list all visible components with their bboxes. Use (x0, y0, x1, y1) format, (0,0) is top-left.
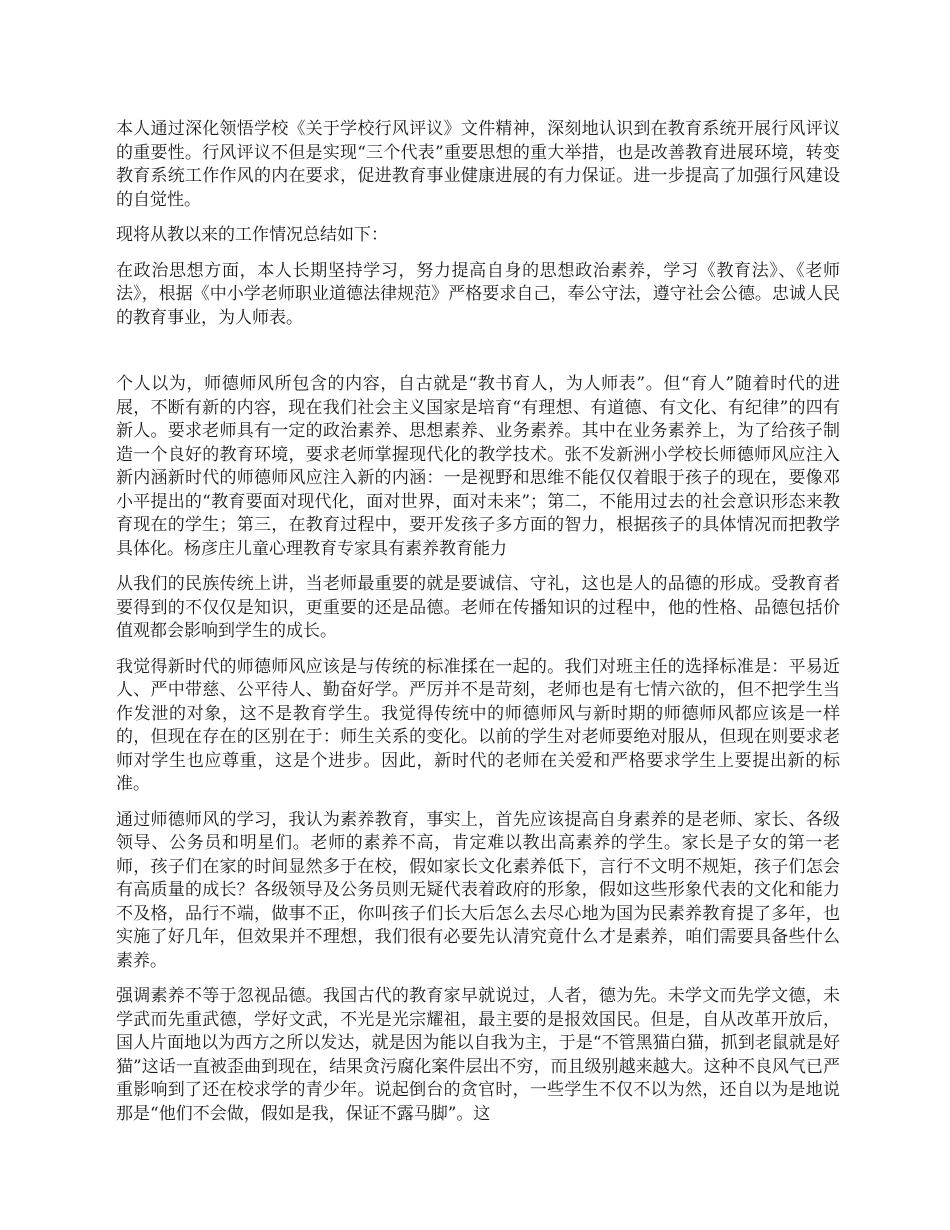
paragraph-morality-emphasis: 强调素养不等于忽视品德。我国古代的教育家早就说过，人者，德为先。未学文而先学文德，未学武而先重武德，学好文武，不光是光宗耀祖，最主要的是报效国民。但是，自从改革开放后，国人片面地以为西方之所以发达，就是因为能以自我为主，于是“不管黑猫白猫，抓到老鼠就是好猫”这话一直被歪曲到现在，结果贪污腐化案件层出不穷，而且级别越来越大。这种不良风气已严重影响到了还在校求学的青少年。说起倒台的贪官时，一些学生不仅不以为然，还自以为是地说那是“他们不会做，假如是我，保证不露马脚”。这 (116, 986, 840, 1124)
paragraph-new-era-standards: 我觉得新时代的师德师风应该是与传统的标准揉在一起的。我们对班主任的选择标准是：平易近人、严中带慈、公平待人、勤奋好学。严厉并不是苛刻，老师也是有七情六欲的，但不把学生当作发泄的对象，这不是教育学生。我觉得传统中的师德师风与新时期的师德师风都应该是一样的，但现在存在的区别在于：师生关系的变化。以前的学生对老师要绝对服从，但现在则要求老师对学生也应尊重，这是个进步。因此，新时代的老师在关爱和严格要求学生上要提出新的标准。 (116, 656, 840, 794)
paragraph-national-tradition: 从我们的民族传统上讲，当老师最重要的就是要诚信、守礼，这也是人的品德的形成。受教育者要得到的不仅仅是知识，更重要的还是品德。老师在传播知识的过程中，他的性格、品德包括价值观都会影响到学生的成长。 (116, 574, 840, 641)
paragraph-intro: 本人通过深化领悟学校《关于学校行风评议》文件精神，深刻地认识到在教育系统开展行风评议的重要性。行风评议不但是实现“三个代表”重要思想的重大举措，也是改善教育进展环境，转变教育系统工作作风的内在要求，促进教育事业健康进展的有力保证。进一步提高了加强行风建设的自觉性。 (116, 119, 840, 210)
paragraph-gap (116, 342, 840, 373)
paragraph-quality-education: 通过师德师风的学习，我认为素养教育，事实上，首先应该提高自身素养的是老师、家长、各级领导、公务员和明星们。老师的素养不高，肯定难以教出高素养的学生。家长是子女的第一老师，孩子们在家的时间显然多于在校，假如家长文化素养低下，言行不文明不规矩，孩子们怎会有高质量的成长？各级领导及公务员则无疑代表着政府的形象，假如这些形象代表的文化和能力不及格，品行不端，做事不正，你叫孩子们长大后怎么去尽心地为国为民素养教育提了多年，也实施了好几年，但效果并不理想，我们很有必要先认清究竟什么才是素养，咱们需要具备些什么素养。 (116, 809, 840, 971)
document-body (116, 118, 840, 1138)
paragraph-summary-lead: 现将从教以来的工作情况总结如下： (116, 225, 388, 245)
paragraph-political-thought: 在政治思想方面，本人长期坚持学习，努力提高自身的思想政治素养，学习《教育法》、《老师法》，根据《中小学老师职业道德法律规范》严格要求自己，奉公守法，遵守社会公德。忠诚人民的教育事业，为人师表。 (116, 260, 840, 328)
paragraph-teacher-ethics: 个人以为，师德师风所包含的内容，自古就是“教书育人，为人师表”。但“育人”随着时代的进展，不断有新的内容，现在我们社会主义国家是培育“有理想、有道德、有文化、有纪律”的四有新人。要求老师具有一定的政治素养、思想素养、业务素养。其中在业务素养上，为了给孩子制造一个良好的教育环境，要求老师掌握现代化的教学技术。张不发新洲小学校长师德师风应注入新内涵新时代的师德师风应注入新的内涵：一是视野和思维不能仅仅着眼于孩子的现在，要像邓小平提出的“教育要面对现代化，面对世界，面对未来”；第二，不能用过去的社会意识形态来教育现在的学生；第三，在教育过程中，要开发孩子多方面的智力，根据孩子的具体情况而把教学具体化。杨彦庄儿童心理教育专家具有素养教育能力 (116, 374, 840, 559)
